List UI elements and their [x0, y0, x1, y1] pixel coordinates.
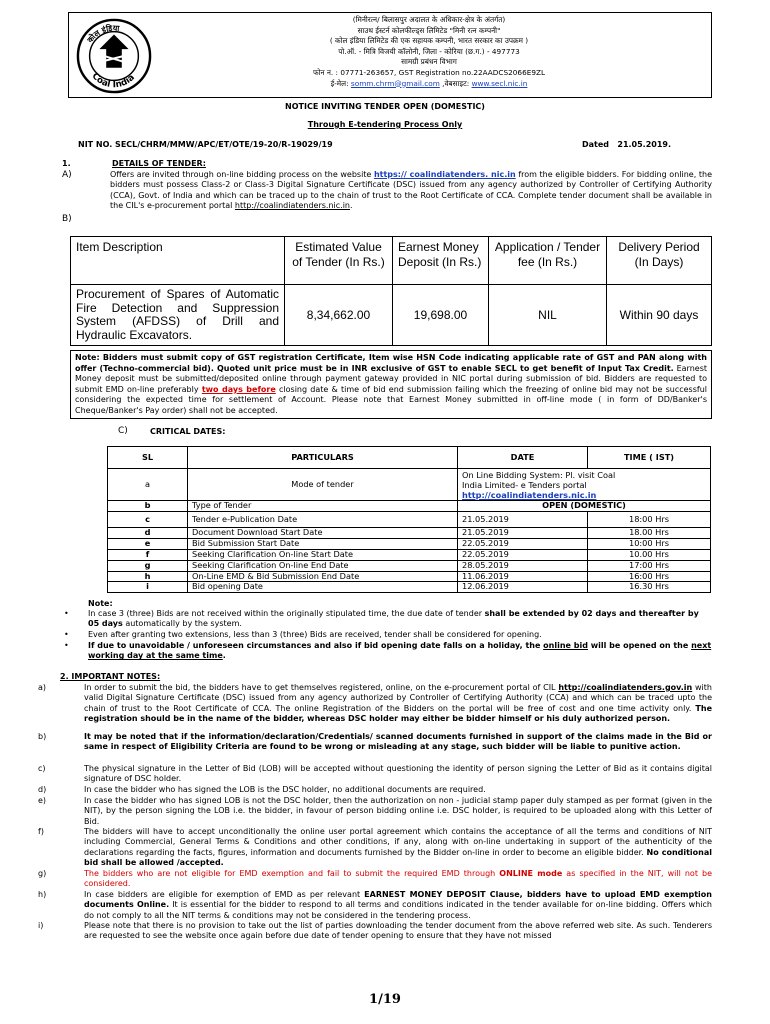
critical-particular: Bid opening Date	[188, 582, 458, 593]
important-note-label: d)	[38, 785, 47, 794]
important-note-text: In order to submit the bid, the bidders have to get themselves registered, online, on the e-procurement portal of CIL http://coalindiatenders.gov.in with valid Digital Signature Certificate (DSC) issued from any agency authorized by Controller of Certifying Authority (CCA) and which can be traced upto the chain of trust to the Root Certificate of CCA. The online Registration of the Bidders on the portal will be free of cost and one time activity only. The registration should be in the name of the bidder, whereas DSC holder may either be bidder himself or his duly authorized person.	[84, 683, 712, 724]
section1-a-text: Offers are invited through on-line bidding process on the website https:// coalindiatenders. nic.in from the eligible bidders. For bidding online, the bidders must possess Class-2 or Class-3 Digital Signature Certificate (DSC) issued from any agency authorized by Controller of Certifying Authority (CCA), Govt. of India and which can be traced up to the chain of trust to the Root Certificate of CCA. Complete tender document shall be available in the CIL's e-procurement portal http://coalindiatenders.nic.in.	[110, 170, 712, 211]
important-note-text: The physical signature in the Letter of Bid (LOB) will be accepted without questioning the identity of person signing the Letter of Bid as it contains digital signature of DSC holder.	[84, 764, 712, 784]
critical-particular: On-Line EMD & Bid Submission End Date	[188, 571, 458, 582]
critical-title: CRITICAL DATES:	[150, 427, 226, 436]
email-link[interactable]: somm.chrm@gmail.com	[350, 78, 440, 88]
emd-value: 19,698.00	[393, 285, 489, 346]
important-note-text: In case the bidder who has signed LOB is not the DSC holder, then the authorization on non - judicial stamp paper duly stamped as per format (given in the NIT), by the person signing the LOB i.e. the bidder, in favour of person bidding online i.e. DSC holder, is required to be uploaded along with this Letter of Bid.	[84, 796, 712, 826]
critical-date-row	[108, 528, 711, 539]
notice-title: NOTICE INVITING TENDER OPEN (DOMESTIC)	[285, 102, 485, 111]
critical-sl: f	[108, 549, 188, 560]
notes-label: Note:	[88, 599, 113, 608]
letterhead-line: साउथ ईस्टर्न कोलफील्ड्स लिमिटेड "मिनी रत्न कम्पनी"	[357, 25, 501, 35]
nit-number: NIT NO. SECL/CHRM/MMW/APC/ET/OTE/19-20/R-19029/19	[78, 140, 333, 149]
critical-date-row	[108, 512, 711, 528]
section2-title: 2. IMPORTANT NOTES:	[60, 672, 161, 681]
type-row: b Type of Tender OPEN (DOMESTIC)	[108, 501, 711, 512]
item-table-row	[71, 285, 712, 346]
critical-date: 22.05.2019	[458, 539, 588, 550]
critical-date-row	[108, 549, 711, 560]
mode-row: a Mode of tender On Line Bidding System: Pl. visit Coal India Limited- e Tenders portal http://coalindiatenders.nic.in	[108, 469, 711, 501]
critical-sl: c	[108, 512, 188, 528]
section1-a-label: A)	[62, 170, 72, 180]
item-table	[70, 236, 712, 346]
coalindiatenders-link[interactable]: https:// coalindiatenders. nic.in	[373, 170, 516, 179]
letterhead	[68, 12, 712, 98]
coal-india-logo-icon	[75, 17, 153, 95]
critical-date: 12.06.2019	[458, 582, 588, 593]
important-note-label: a)	[38, 683, 47, 692]
critical-dates-table	[107, 446, 711, 593]
important-note-label: h)	[38, 890, 47, 899]
header-delivery-period: Delivery Period (In Days)	[607, 237, 712, 285]
two-days-before: two days before	[201, 384, 276, 394]
important-note-label: g)	[38, 869, 47, 878]
critical-date: 21.05.2019	[458, 512, 588, 528]
critical-sl: e	[108, 539, 188, 550]
svg-text:कोल इंडिया: कोल इंडिया	[85, 23, 120, 45]
important-note-label: f)	[38, 827, 44, 836]
critical-particular: Document Download Start Date	[188, 528, 458, 539]
critical-date: 11.06.2019	[458, 571, 588, 582]
section1-b-label: B)	[62, 214, 72, 224]
important-note-label: i)	[38, 921, 44, 930]
important-note-label: e)	[38, 796, 47, 805]
critical-particular: Tender e-Publication Date	[188, 512, 458, 528]
critical-particular: Bid Submission Start Date	[188, 539, 458, 550]
important-note-label: c)	[38, 764, 46, 773]
col-sl: SL	[108, 447, 188, 469]
header-estimated-value: Estimated Value of Tender (In Rs.)	[285, 237, 393, 285]
estimated-value: 8,34,662.00	[285, 285, 393, 346]
important-note-text: The bidders who are not eligible for EMD exemption and fail to submit the required EMD through ONLINE mode as specified in the NIT, will not be considered.	[84, 869, 712, 889]
dated-label: Dated	[582, 140, 610, 149]
gst-note-box: Note: Bidders must submit copy of GST registration Certificate, Item wise HSN Code indicating applicable rate of GST and PAN along with offer (Techno-commercial bid). Quoted unit price must be in INR exclusive of GST to enable SECL to get benefit of Input Tax Credit. Earnest Money deposit must be submitted/deposited online through payment gateway provided in NIC portal during submission of bid. Bidders are requested to submit EMD on-line preferably two days before closing date & time of bid end submission failing which the freezing of online bid may not be successful considering the expected time for settlement of Account. Please note that Earnest Money submitted in off-line mode ( in form of DD/Banker's Cheque/Banker's Pay order) shall not be accepted.	[70, 350, 712, 419]
website-link[interactable]: www.secl.nic.in	[471, 78, 528, 88]
page-number: 1/19	[369, 992, 401, 1007]
critical-date-row	[108, 539, 711, 550]
critical-label: C)	[118, 426, 128, 436]
note-bullet-3: • If due to unavoidable / unforeseen circumstances and also if bid opening date falls on a holiday, the online bid will be opened on the next working day at the same time.	[64, 641, 712, 661]
svg-text:Coal India: Coal India	[89, 71, 137, 91]
important-note-text: In case the bidder who has signed the LOB is the DSC holder, no additional documents are required.	[84, 785, 486, 794]
critical-time: 18:00 Hrs	[588, 512, 711, 528]
note-bullet-2: • Even after granting two extensions, less than 3 (three) Bids are received, tender shall be considered for opening.	[64, 630, 542, 639]
email-prefix: ई-मेल:	[330, 78, 349, 88]
note-bullet-1: • In case 3 (three) Bids are not received within the originally stipulated time, the due date of tender shall be extended by 02 days and thereafter by 05 days automatically by the system.	[64, 609, 699, 629]
critical-sl: g	[108, 560, 188, 571]
mode-link[interactable]: http://coalindiatenders.nic.in	[462, 489, 597, 500]
dated	[582, 140, 671, 150]
important-note-text: Please note that there is no provision to take out the list of parties downloading the tender document from the above referred web site. As such. Tenderers are requested to see the website once again before due date of tender opening to ensure that they have not missed	[84, 921, 712, 941]
letterhead-line: ( कोल इंडिया लिमिटेड की एक सहायक कम्पनी, भारत सरकार का उपक्रम )	[329, 36, 529, 46]
critical-date: 28.05.2019	[458, 560, 588, 571]
critical-particular: Seeking Clarification On-line Start Date	[188, 549, 458, 560]
col-time: TIME ( IST)	[588, 447, 711, 469]
header-application-fee: Application / Tender fee (In Rs.)	[489, 237, 607, 285]
critical-sl: d	[108, 528, 188, 539]
critical-date: 22.05.2019	[458, 549, 588, 560]
important-note-text: In case bidders are eligible for exemption of EMD as per relevant EARNEST MONEY DEPOSIT Clause, bidders have to upload EMD exemption documents Online. It is essential for the bidder to respond to all terms and conditions indicated in the tender available for on-line bidding. Offers which do not comply to all the NIT terms & conditions may not be considered in the tendering process.	[84, 890, 712, 920]
critical-date: 21.05.2019	[458, 528, 588, 539]
header-emd: Earnest Money Deposit (In Rs.)	[393, 237, 489, 285]
col-date: DATE	[458, 447, 588, 469]
letterhead-text	[219, 15, 639, 89]
website-prefix: ,वेबसाइट:	[442, 78, 470, 88]
critical-particular: Seeking Clarification On-line End Date	[188, 560, 458, 571]
cil-portal-link[interactable]: http://coalindiatenders.gov.in	[558, 683, 693, 692]
section1-number: 1.	[62, 159, 71, 168]
letterhead-line: पो.ऑ. - मित्रि विजयी कॉलोनी, जिला - कोरिया (छ.ग.) - 497773	[338, 46, 520, 56]
critical-time: 10.00 Hrs	[588, 549, 711, 560]
critical-sl: h	[108, 571, 188, 582]
item-table-header-row	[71, 237, 712, 285]
header-item-description: Item Description	[71, 237, 285, 285]
letterhead-line: (मिनीरत्न/ बिलासपुर अदालत के अधिकार-क्षेत्र के अंतर्गत)	[352, 15, 506, 24]
delivery-period: Within 90 days	[607, 285, 712, 346]
critical-time: 17:00 Hrs	[588, 560, 711, 571]
notice-subtitle: Through E-tendering Process Only	[307, 120, 463, 129]
contact-line	[219, 79, 639, 90]
critical-date-row	[108, 582, 711, 593]
dated-value: 21.05.2019.	[617, 140, 672, 149]
important-note-text: It may be noted that if the information/declaration/Credentials/ scanned documents furnished in support of the claims made in the Bid or same in respect of Eligibility Criteria are found to be wrong or misleading at any stage, such bidder will be liable to punitive action.	[84, 732, 712, 752]
eprocurement-portal-link[interactable]: http://coalindiatenders.nic.in	[234, 201, 350, 211]
item-description: Procurement of Spares of Automatic Fire Detection and Suppression System (AFDSS) of Drill and Hydraulic Excavators.	[71, 285, 285, 346]
critical-time: 16.30 Hrs	[588, 582, 711, 593]
critical-sl: i	[108, 582, 188, 593]
critical-header-row	[108, 447, 711, 469]
section1-title: DETAILS OF TENDER:	[112, 159, 206, 168]
critical-time: 18.00 Hrs	[588, 528, 711, 539]
critical-time: 16:00 Hrs	[588, 571, 711, 582]
critical-date-rows	[108, 512, 711, 593]
important-note-text: The bidders will have to accept unconditionally the online user portal agreement which contains the acceptance of all the terms and conditions of NIT including Commercial, General Terms & Conditions and other conditions, if any, along with on-line undertaking in support of the authenticity of the declarations regarding the facts, figures, information and documents furnished by the Bidder on-line in order to become an eligible bidder. No conditional bid shall be allowed /accepted.	[84, 827, 713, 868]
important-note-label: b)	[38, 732, 47, 741]
application-fee: NIL	[489, 285, 607, 346]
col-particulars: PARTICULARS	[188, 447, 458, 469]
letterhead-line: सामग्री प्रबंधन विभाग	[401, 57, 457, 67]
letterhead-line: फोन न. : 07771-263657, GST Registration no.22AADCS2066E9ZL	[312, 67, 546, 77]
critical-date-row	[108, 571, 711, 582]
critical-time: 10:00 Hrs	[588, 539, 711, 550]
critical-date-row	[108, 560, 711, 571]
